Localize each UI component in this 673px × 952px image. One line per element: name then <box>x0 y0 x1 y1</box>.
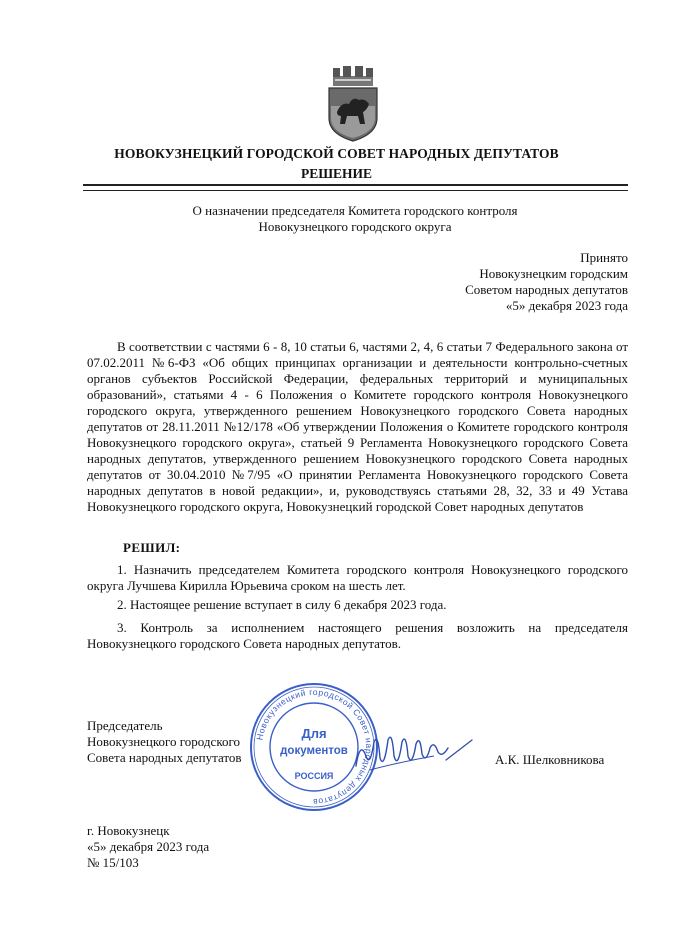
decision-item-text: 2. Настоящее решение вступает в силу 6 декабря 2023 года. <box>117 597 447 612</box>
adoption-line: Новокузнецким городским <box>479 266 628 281</box>
decision-item <box>87 562 628 594</box>
subject-line: Новокузнецкого городского округа <box>258 219 452 234</box>
footer-date: «5» декабря 2023 года <box>87 839 210 854</box>
signatory-name: А.К. Шелковникова <box>495 752 605 767</box>
stamp-center-line: документов <box>280 745 348 757</box>
signatory-title <box>87 718 257 766</box>
stamp-bottom-text: РОССИЯ <box>294 771 334 781</box>
signatory-title-line: Новокузнецкого городского <box>87 734 240 749</box>
council-name: НОВОКУЗНЕЦКИЙ ГОРОДСКОЙ СОВЕТ НАРОДНЫХ ДЕПУТАТОВ <box>114 146 559 161</box>
adoption-line: Советом народных депутатов <box>465 282 628 297</box>
adoption-line: Принято <box>580 250 628 265</box>
decision-item-text: 1. Назначить председателем Комитета городского контроля Новокузнецкого городского округа Лучшева Кирилла Юрьевича сроком на шесть лет. <box>87 562 628 593</box>
resolved-label: РЕШИЛ: <box>123 540 181 555</box>
signatory-title-line: Председатель <box>87 718 163 733</box>
decision-subject <box>120 203 590 235</box>
coat-of-arms-icon <box>325 66 381 142</box>
decision-item-text: 3. Контроль за исполнением настоящего решения возложить на председателя Новокузнецкого городского Совета народных депутатов. <box>87 620 628 651</box>
adoption-block <box>400 250 628 314</box>
stamp-outer-text: Новокузнецкий городской Совет народных депутатов <box>254 686 375 808</box>
decision-item <box>87 620 628 652</box>
decision-item <box>87 597 628 613</box>
footer-city: г. Новокузнецк <box>87 823 170 838</box>
preamble-text: В соответствии с частями 6 - 8, 10 статьи 6, частями 2, 4, 6 статьи 7 Федерального закона от 07.02.2011 №6-ФЗ «Об общих принципах организации и деятельности контрольно-счетных органов субъектов Российской Федерации, федеральных территорий и муниципальных образований», статьями 4 - 6 Положения о Комитете городского контроля Новокузнецкого городского округа, утвержденного решением Новокузнецкого городского Совета народных депутатов от 28.11.2011 №12/178 «Об утверждении Положения о Комитете городского контроля Новокузнецкого городского округа», статьей 9 Регламента Новокузнецкого городского Совета народных депутатов, утвержденного решением Новокузнецкого городского Совета народных депутатов от 30.04.2010 №7/95 «О принятии Регламента Новокузнецкого городского Совета народных депутатов в новой редакции», и, руководствуясь статьями 28, 32, 33 и 49 Устава Новокузнецкого городского округа, Новокузнецкий городской Совет народных депутатов <box>87 339 628 514</box>
preamble <box>87 339 628 515</box>
subject-line: О назначении председателя Комитета городского контроля <box>192 203 518 218</box>
document-footer <box>87 823 209 871</box>
header-divider-thin <box>83 190 628 191</box>
adoption-date: «5» декабря 2023 года <box>505 298 628 313</box>
handwritten-signature <box>350 726 475 776</box>
document-type: РЕШЕНИЕ <box>300 166 373 181</box>
signatory-title-line: Совета народных депутатов <box>87 750 242 765</box>
stamp-center-line: Для <box>301 726 327 741</box>
header-divider-thick <box>83 184 628 186</box>
footer-number: № 15/103 <box>87 855 139 870</box>
